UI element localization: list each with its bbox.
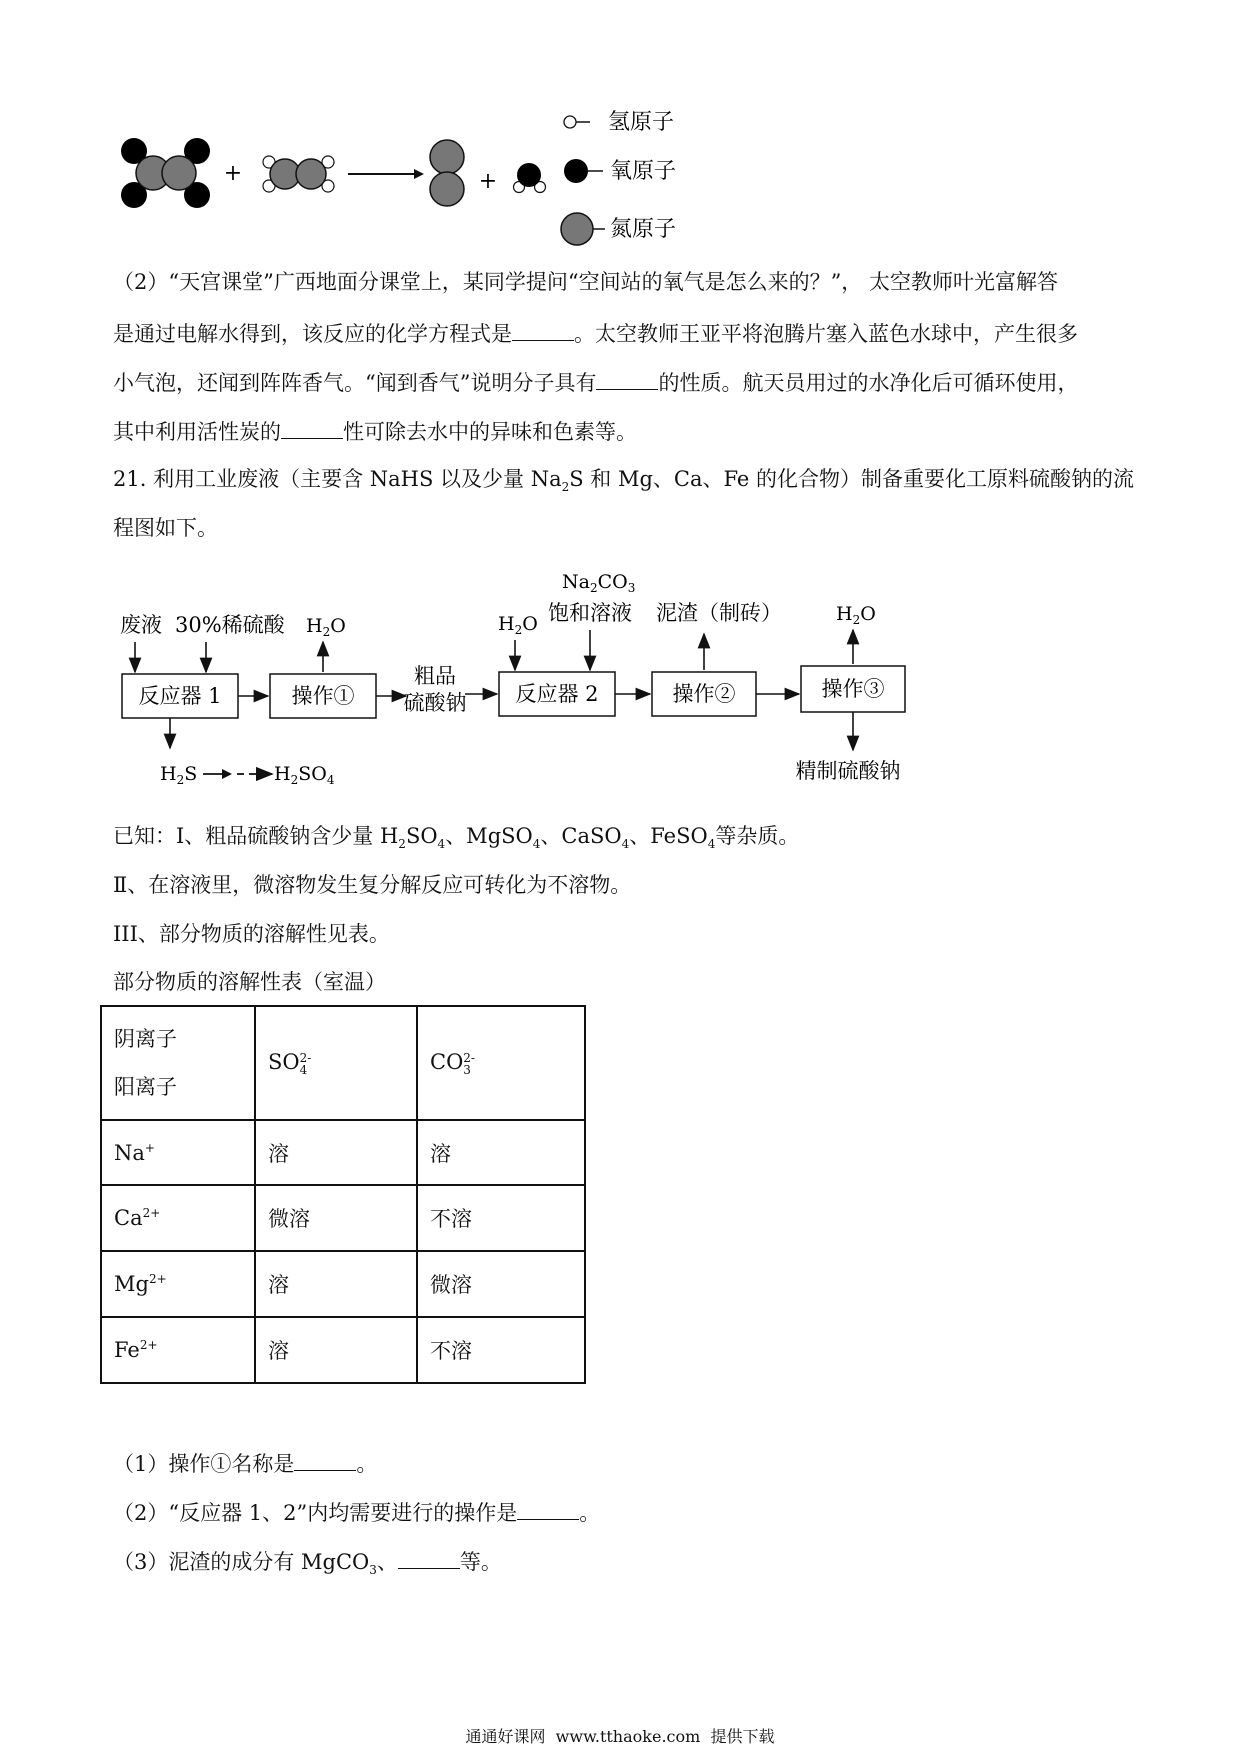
process-flowchart bbox=[110, 568, 990, 788]
q20-2-line4: 其中利用活性炭的 性可除去水中的异味和色素等。 bbox=[113, 420, 637, 444]
op3-label: 操作③ bbox=[821, 677, 885, 701]
subq-2: （2）“反应器 1、2”内均需要进行的操作是 。 bbox=[113, 1501, 601, 1525]
table-row bbox=[101, 1317, 585, 1383]
molecule-h2o bbox=[514, 163, 546, 193]
q21-line2: 程图如下。 bbox=[113, 516, 218, 540]
so4-cell: 微溶 bbox=[255, 1185, 417, 1251]
so4-cell: 溶 bbox=[255, 1120, 417, 1185]
known-i: 已知：Ⅰ、粗品硫酸钠含少量 $H_2SO_4$、MgSO$_4$、CaSO$_4$、FeSO$_4$等杂质。 bbox=[113, 824, 800, 852]
answer-blank-property[interactable] bbox=[596, 371, 658, 390]
reaction-arrow bbox=[348, 169, 424, 179]
label-waste: 废液 bbox=[120, 613, 162, 637]
legend-nitrogen bbox=[561, 213, 676, 245]
co3-cell: 溶 bbox=[417, 1120, 585, 1185]
svg-text:氢原子: 氢原子 bbox=[608, 110, 675, 135]
label-h2s: $H_2S$ bbox=[160, 763, 198, 787]
answer-blank-reactor-op[interactable] bbox=[517, 1501, 579, 1520]
q20-2-line2: 是通过电解水得到，该反应的化学方程式是 。太空教师王亚平将泡腾片塞入蓝色水球中，产生很多 bbox=[113, 322, 1078, 346]
plus-sign-2: + bbox=[478, 169, 498, 194]
header-so4: SO 2- 4 bbox=[255, 1006, 417, 1120]
label-h2o-2: $H_2O$ bbox=[498, 613, 538, 637]
op1-label: 操作① bbox=[291, 684, 355, 708]
header-corner-cell: 阴离子 阳离子 bbox=[101, 1006, 255, 1120]
cation-cell: Na+ bbox=[101, 1120, 255, 1185]
legend bbox=[561, 110, 676, 245]
subq-1: （1）操作①名称是 。 bbox=[113, 1452, 378, 1476]
so4-cell: 溶 bbox=[255, 1251, 417, 1317]
table-header-row bbox=[101, 1006, 585, 1120]
cation-cell: $Ca^{2+}$ bbox=[101, 1185, 255, 1251]
answer-blank-mud[interactable] bbox=[398, 1550, 460, 1569]
table-caption: 部分物质的溶解性表（室温） bbox=[113, 970, 386, 994]
known-iii: III、部分物质的溶解性见表。 bbox=[113, 922, 390, 946]
co3-cell: 不溶 bbox=[417, 1317, 585, 1383]
label-h2o-3: $H_2O$ bbox=[836, 603, 876, 627]
answer-blank-op1[interactable] bbox=[294, 1452, 356, 1471]
label-mud: 泥渣（制砖） bbox=[656, 601, 782, 625]
header-co3: CO 2- 3 bbox=[417, 1006, 585, 1120]
answer-blank-carbon[interactable] bbox=[281, 420, 343, 439]
table-row bbox=[101, 1185, 585, 1251]
label-acid: 30%稀硫酸 bbox=[175, 613, 285, 637]
reactor2-label: 反应器 2 bbox=[515, 682, 599, 706]
page-footer: 通通好课网 www.tthaoke.com 提供下载 bbox=[465, 1727, 775, 1746]
cation-cell: $Mg^{2+}$ bbox=[101, 1251, 255, 1317]
label-saturated: 饱和溶液 bbox=[548, 601, 632, 625]
molecule-n2 bbox=[430, 140, 464, 206]
solubility-table bbox=[100, 1005, 586, 1384]
label-refined: 精制硫酸钠 bbox=[795, 759, 901, 783]
q21-line1: 21. 利用工业废液（主要含 NaHS 以及少量 $Na_2S$ 和 Mg、Ca、Fe 的化合物）制备重要化工原料硫酸钠的流 bbox=[113, 467, 1135, 495]
answer-blank-equation[interactable] bbox=[512, 322, 574, 341]
svg-text:氮原子: 氮原子 bbox=[610, 217, 677, 242]
table-row bbox=[101, 1120, 585, 1185]
legend-hydrogen bbox=[564, 110, 674, 135]
label-h2o-1: $H_2O$ bbox=[306, 615, 346, 639]
molecule-n2h4 bbox=[263, 156, 334, 192]
reactor1-label: 反应器 1 bbox=[138, 684, 222, 708]
label-crude-2: 硫酸钠 bbox=[403, 691, 467, 715]
label-crude-1: 粗品 bbox=[414, 664, 456, 688]
co3-cell: 不溶 bbox=[417, 1185, 585, 1251]
label-na2co3: $Na_2CO_3$ bbox=[562, 571, 636, 595]
subq-3: （3）泥渣的成分有 MgCO$_3$、 等。 bbox=[113, 1550, 502, 1578]
op2-label: 操作② bbox=[672, 682, 736, 706]
molecule-reaction-diagram bbox=[110, 95, 730, 255]
legend-oxygen bbox=[564, 159, 676, 184]
label-h2so4: $H_2SO_4$ bbox=[274, 763, 335, 787]
plus-sign-1: + bbox=[223, 161, 243, 186]
svg-text:氧原子: 氧原子 bbox=[610, 159, 677, 184]
q20-2-line1: （2）“天宫课堂”广西地面分课堂上，某同学提问“空间站的氧气是怎么来的？”， 太空教师叶光富解答 bbox=[113, 270, 1058, 294]
so4-cell: 溶 bbox=[255, 1317, 417, 1383]
table-row bbox=[101, 1251, 585, 1317]
known-ii: Ⅱ、在溶液里，微溶物发生复分解反应可转化为不溶物。 bbox=[113, 873, 632, 897]
q20-2-line3: 小气泡，还闻到阵阵香气。“闻到香气”说明分子具有 的性质。航天员用过的水净化后可循环使用， bbox=[113, 371, 1079, 395]
co3-cell: 微溶 bbox=[417, 1251, 585, 1317]
cation-cell: $Fe^{2+}$ bbox=[101, 1317, 255, 1383]
molecule-n2o4 bbox=[121, 138, 210, 208]
